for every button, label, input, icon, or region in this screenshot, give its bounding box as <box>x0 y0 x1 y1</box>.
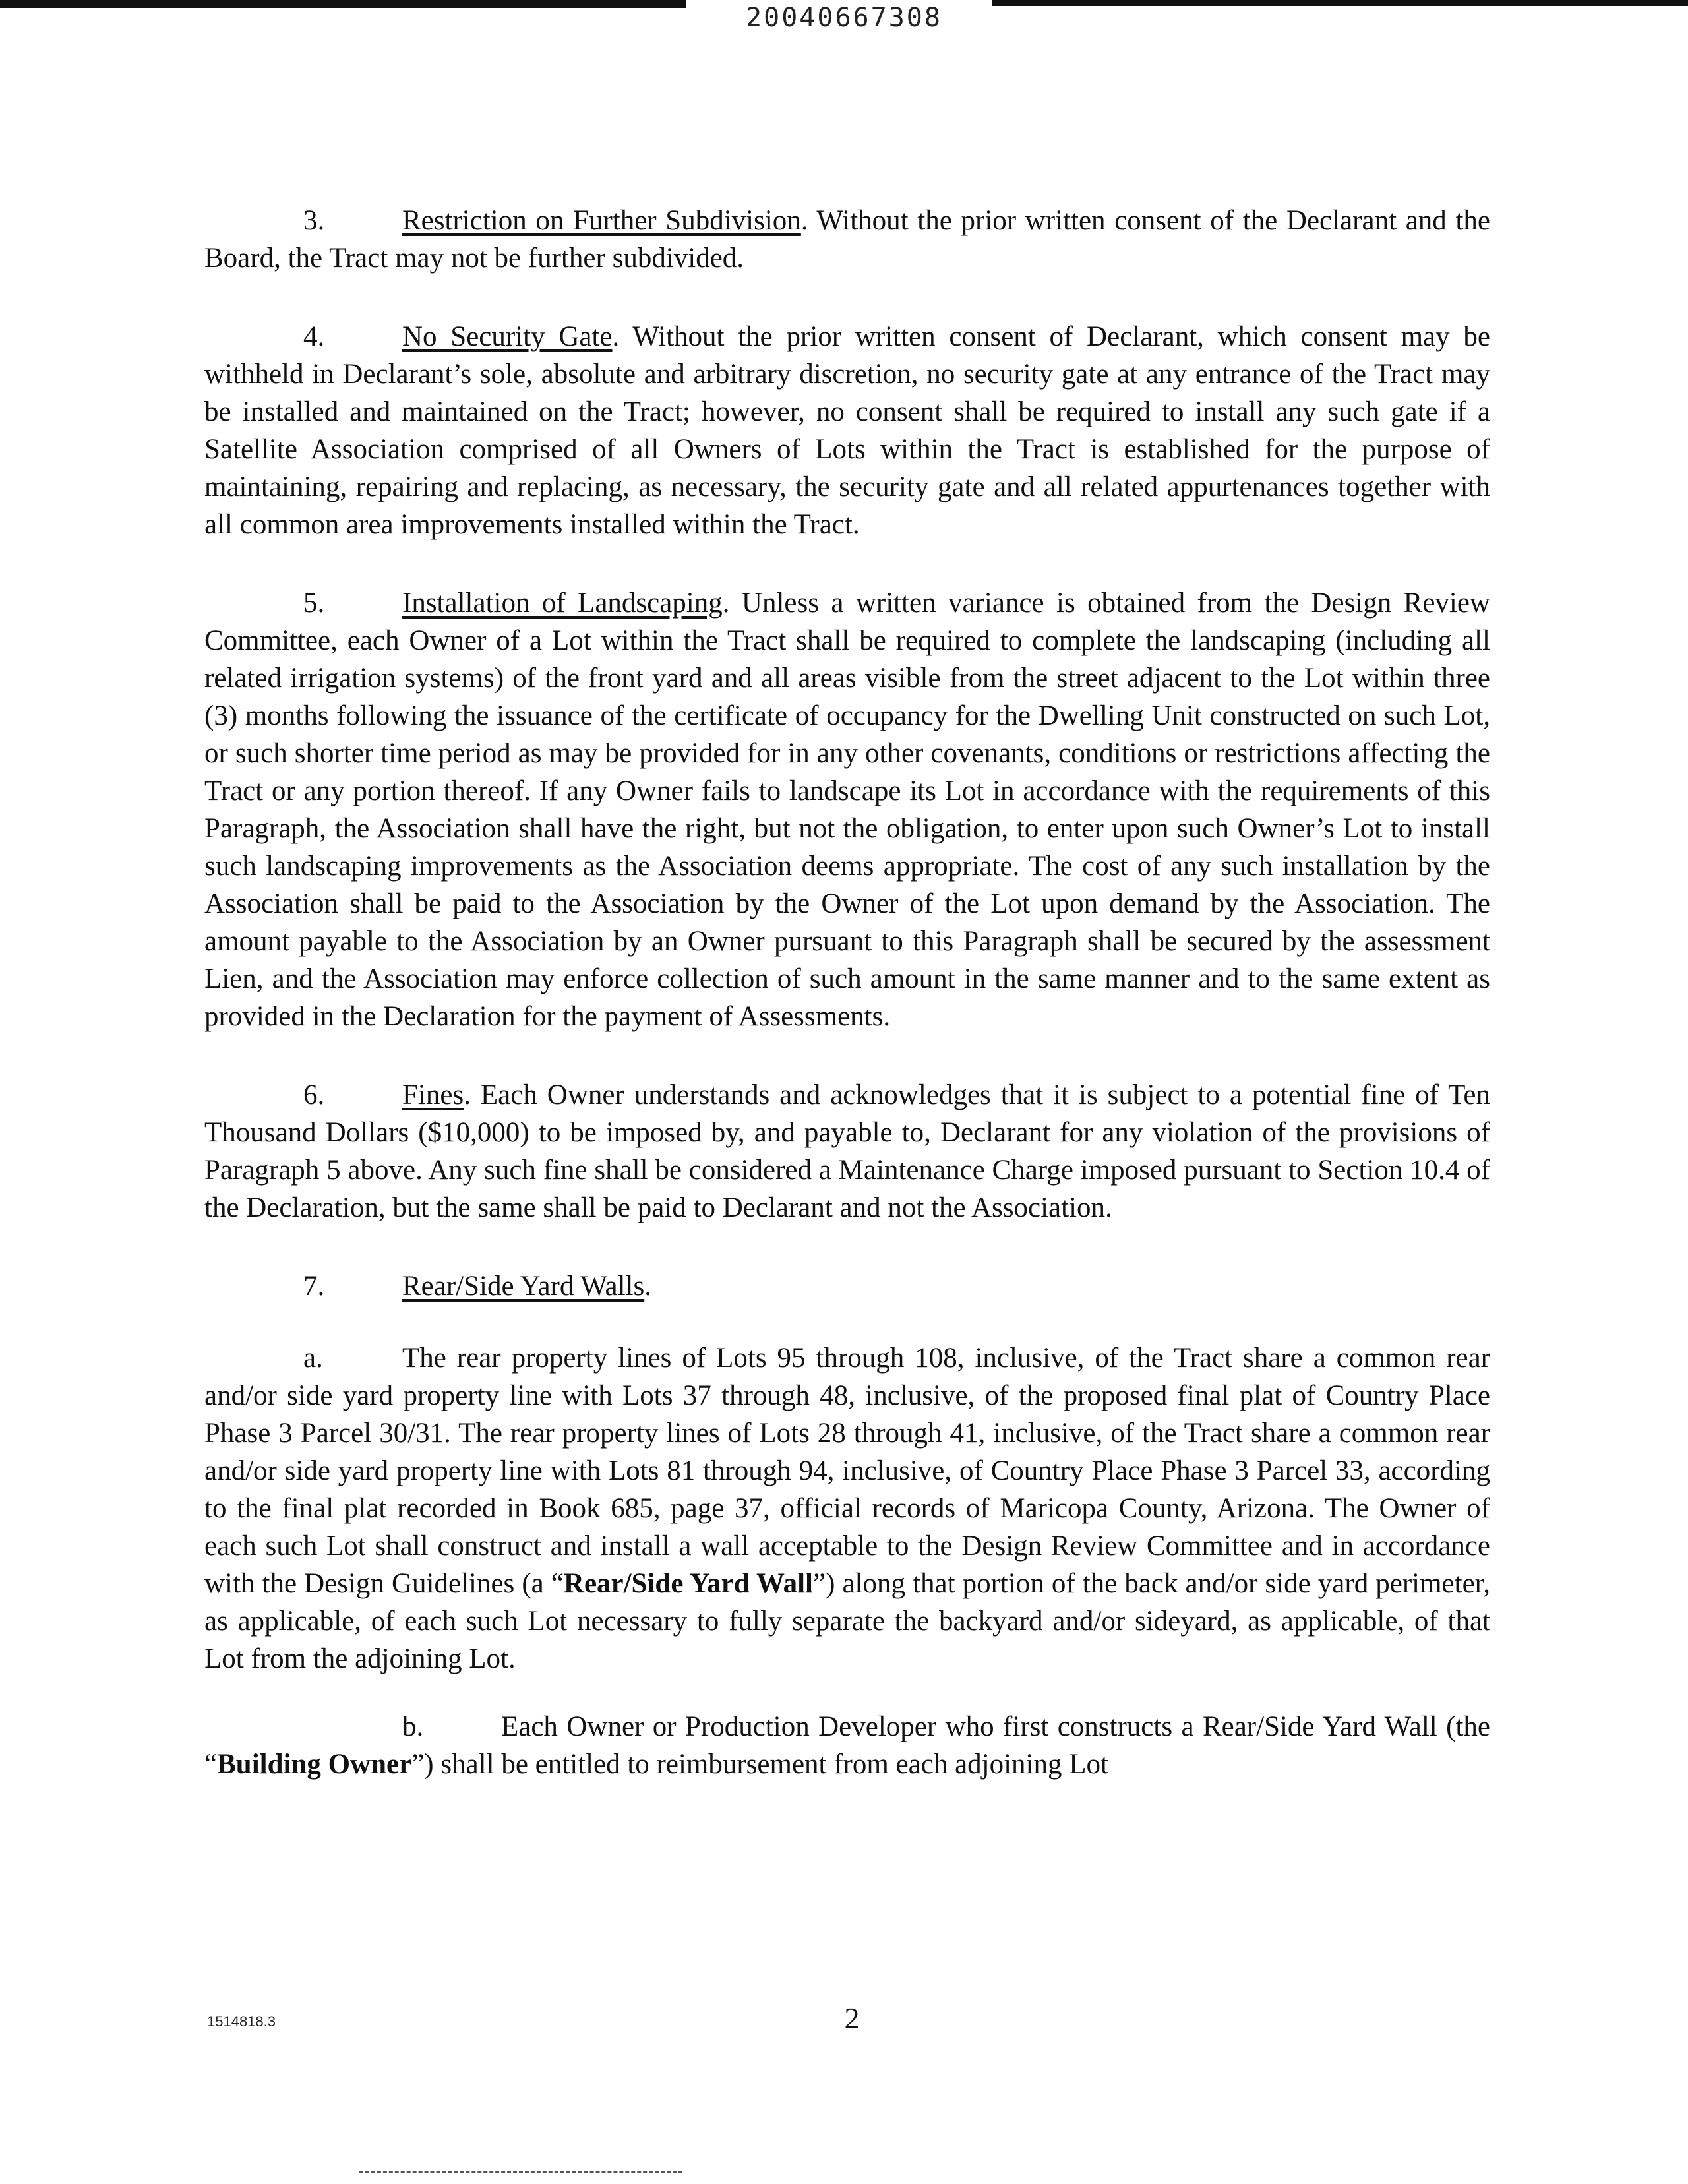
page-number: 2 <box>844 2001 860 2035</box>
subparagraph-a <box>204 1339 1490 1678</box>
document-body <box>204 202 1490 1813</box>
paragraph-text: Without the prior written consent of Declarant, which consent may be withheld in Declarant’s sole, absolute and arbitrary discretion, no security gate at any entrance of the Tract may be installed and maintained on the Tract; however, no consent shall be required to install any such gate if a Satellite Association comprised of all Owners of Lots within the Tract is established for the purpose of maintaining, repairing and replacing, as necessary, the security gate and all related appurtenances together with all common area improvements installed within the Tract. <box>204 321 1490 540</box>
subparagraph-label: a. <box>303 1343 323 1374</box>
subparagraph-label: b. <box>402 1711 424 1742</box>
paragraph-7 <box>204 1267 1490 1305</box>
paragraph-number: 3. <box>303 205 325 236</box>
paragraph-title: Rear/Side Yard Walls <box>402 1271 645 1302</box>
paragraph-number: 6. <box>303 1079 325 1110</box>
bottom-scan-mark <box>359 2171 682 2173</box>
title-punctuation: . <box>644 1271 651 1302</box>
paragraph-text: Each Owner understands and acknowledges that it is subject to a potential fine of Ten Thousand Dollars ($10,000) to be imposed by, and payable to, Declarant for any violation of the provisions of Paragraph 5 above. Any such fine shall be considered a Maintenance Charge imposed pursuant to Section 10.4 of the Declaration, but the same shall be paid to Declarant and not the Association. <box>204 1079 1490 1223</box>
recording-number: 20040667308 <box>746 3 942 33</box>
subparagraph-text-continued: ”) shall be entitled to reimbursement from each adjoining Lot <box>411 1749 1108 1780</box>
paragraph-title: Installation of Landscaping <box>402 588 723 619</box>
subparagraph-text: Each Owner or Production Developer who first constructs a Rear/Side Yard Wall (the “ <box>204 1711 1490 1780</box>
paragraph-3 <box>204 202 1490 277</box>
paragraph-6 <box>204 1076 1490 1227</box>
paragraph-title: Restriction on Further Subdivision <box>402 205 801 236</box>
paragraph-number: 4. <box>303 321 325 352</box>
paragraph-number: 5. <box>303 588 325 619</box>
title-punctuation: . <box>612 321 620 352</box>
paragraph-4 <box>204 318 1490 543</box>
paragraph-title: Fines <box>402 1079 464 1110</box>
paragraph-number: 7. <box>303 1271 325 1302</box>
paragraph-title: No Security Gate <box>402 321 613 352</box>
subparagraph-text: The rear property lines of Lots 95 through 108, inclusive, of the Tract share a common rear and/or side yard property line with Lots 37 through 48, inclusive, of the proposed final plat of Country Place Phase 3 Parcel 30/31. The rear property lines of Lots 28 through 41, inclusive, of the Tract share a common rear and/or side yard property line with Lots 81 through 94, inclusive, of Country Place Phase 3 Parcel 33, according to the final plat recorded in Book 685, page 37, official records of Maricopa County, Arizona. The Owner of each such Lot shall construct and install a wall acceptable to the Design Review Committee and in accordance with the Design Guidelines (a “ <box>204 1343 1490 1599</box>
subparagraph-b <box>204 1708 1490 1783</box>
title-punctuation: . <box>800 205 808 236</box>
paragraph-text: Unless a written variance is obtained from the Design Review Committee, each Owner of a Lot within the Tract shall be required to complete the landscaping (including all related irrigation systems) of the front yard and all areas visible from the street adjacent to the Lot within three (3) months following the issuance of the certificate of occupancy for the Dwelling Unit constructed on such Lot, or such shorter time period as may be provided for in any other covenants, conditions or restrictions affecting the Tract or any portion thereof. If any Owner fails to landscape its Lot in accordance with the requirements of this Paragraph, the Association shall have the right, but not the obligation, to enter upon such Owner’s Lot to install such landscaping improvements as the Association deems appropriate. The cost of any such installation by the Association shall be paid to the Association by the Owner of the Lot upon demand by the Association. The amount payable to the Association by an Owner pursuant to this Paragraph shall be secured by the assessment Lien, and the Association may enforce collection of such amount in the same manner and to the same extent as provided in the Declaration for the payment of Assessments. <box>204 588 1490 1032</box>
paragraph-text: Without the prior written consent of the Declarant and the Board, the Tract may not be further subdivided. <box>204 205 1490 274</box>
title-punctuation: . <box>464 1079 471 1110</box>
paragraph-5 <box>204 584 1490 1035</box>
subparagraph-text-continued: ”) along that portion of the back and/or side yard perimeter, as applicable, of each such Lot necessary to fully separate the backyard and/or sideyard, as applicable, of that Lot from the adjoining Lot. <box>204 1568 1491 1674</box>
footer-document-id: 1514818.3 <box>207 2013 276 2030</box>
title-punctuation: . <box>722 588 730 619</box>
defined-term: Building Owner <box>217 1749 412 1780</box>
defined-term: Rear/Side Yard Wall <box>563 1568 813 1599</box>
